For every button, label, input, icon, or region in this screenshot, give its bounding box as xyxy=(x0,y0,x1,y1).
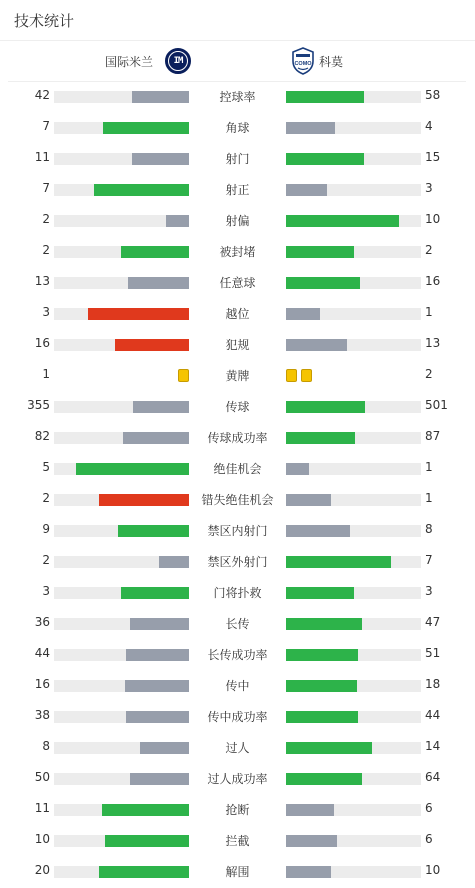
away-bar-fill xyxy=(286,804,334,816)
stat-row xyxy=(0,423,475,454)
stat-label: 射偏 xyxy=(225,214,250,228)
away-stat-value: 44 xyxy=(425,708,441,722)
stat-row xyxy=(0,206,475,237)
away-stat-value: 14 xyxy=(425,739,441,753)
away-stat-value: 18 xyxy=(425,677,441,691)
stats-header xyxy=(0,0,475,41)
home-bar-track xyxy=(54,184,189,196)
stat-label: 长传 xyxy=(225,617,250,631)
home-stat-value: 82 xyxy=(34,429,50,443)
away-bar-fill xyxy=(286,308,320,320)
stat-row xyxy=(0,516,475,547)
home-bar-track xyxy=(54,432,189,444)
away-bar-fill xyxy=(286,122,335,134)
stat-label: 越位 xyxy=(225,307,250,321)
home-bar-track xyxy=(54,618,189,630)
away-bar-fill xyxy=(286,711,358,723)
stat-row xyxy=(0,485,475,516)
home-bar-track xyxy=(54,122,189,134)
home-bar-fill xyxy=(121,587,189,599)
stat-label: 被封堵 xyxy=(219,245,256,259)
away-yellow-cards xyxy=(286,369,312,382)
stat-row xyxy=(0,268,475,299)
away-stat-value: 64 xyxy=(425,770,441,784)
away-stat-value: 8 xyxy=(425,522,433,536)
away-bar-track xyxy=(286,215,421,227)
stat-label: 犯规 xyxy=(225,338,250,352)
stat-row xyxy=(0,702,475,733)
stat-label: 控球率 xyxy=(219,90,256,104)
away-bar-fill xyxy=(286,277,360,289)
home-bar-track xyxy=(54,339,189,351)
away-bar-track xyxy=(286,835,421,847)
stat-row xyxy=(0,609,475,640)
stat-label: 拦截 xyxy=(225,834,250,848)
stat-row xyxy=(0,857,475,888)
away-bar-track xyxy=(286,804,421,816)
away-bar-track xyxy=(286,525,421,537)
home-bar-fill xyxy=(94,184,189,196)
home-bar-fill xyxy=(133,401,189,413)
away-bar-fill xyxy=(286,153,364,165)
away-bar-track xyxy=(286,680,421,692)
home-bar-track xyxy=(54,494,189,506)
stat-label: 传球成功率 xyxy=(207,431,268,445)
away-stat-value: 10 xyxy=(425,212,441,226)
away-bar-track xyxy=(286,122,421,134)
home-bar-fill xyxy=(130,773,189,785)
away-bar-fill xyxy=(286,680,357,692)
home-bar-fill xyxy=(88,308,189,320)
away-bar-track xyxy=(286,91,421,103)
away-stat-value: 2 xyxy=(425,243,433,257)
home-bar-track xyxy=(54,711,189,723)
home-logo-text: IM xyxy=(168,51,188,71)
stat-row xyxy=(0,299,475,330)
away-bar-track xyxy=(286,153,421,165)
away-stat-value: 3 xyxy=(425,181,433,195)
away-stat-value: 2 xyxy=(425,367,433,381)
home-bar-track xyxy=(54,308,189,320)
away-stat-value: 51 xyxy=(425,646,441,660)
stat-row xyxy=(0,795,475,826)
home-bar-fill xyxy=(130,618,189,630)
stat-label: 解围 xyxy=(225,865,250,879)
yellow-card-icon xyxy=(178,369,189,382)
home-bar-fill xyxy=(123,432,189,444)
stat-row xyxy=(0,144,475,175)
stat-label: 抢断 xyxy=(225,803,250,817)
home-bar-track xyxy=(54,835,189,847)
home-bar-track xyxy=(54,680,189,692)
stat-row xyxy=(0,330,475,361)
home-bar-fill xyxy=(118,525,189,537)
away-bar-fill xyxy=(286,742,372,754)
home-bar-track xyxy=(54,401,189,413)
home-bar-fill xyxy=(132,91,189,103)
away-stat-value: 1 xyxy=(425,305,433,319)
stat-row xyxy=(0,454,475,485)
stat-row xyxy=(0,733,475,764)
stat-label: 传中成功率 xyxy=(207,710,268,724)
home-bar-fill xyxy=(99,866,189,878)
home-bar-track xyxy=(54,91,189,103)
home-stat-value: 2 xyxy=(42,553,50,567)
stat-row xyxy=(0,826,475,857)
away-bar-track xyxy=(286,618,421,630)
home-team-name: 国际米兰 xyxy=(104,55,153,69)
away-bar-track xyxy=(286,742,421,754)
home-stat-value: 11 xyxy=(34,801,50,815)
stat-label: 黄牌 xyxy=(225,369,250,383)
away-bar-fill xyxy=(286,649,358,661)
home-bar-fill xyxy=(132,153,189,165)
home-stat-value: 5 xyxy=(42,460,50,474)
home-stat-value: 44 xyxy=(34,646,50,660)
stat-label: 门将扑救 xyxy=(213,586,262,600)
away-stat-value: 6 xyxy=(425,801,433,815)
away-stat-value: 13 xyxy=(425,336,441,350)
away-stat-value: 87 xyxy=(425,429,441,443)
away-bar-track xyxy=(286,463,421,475)
como-logo-icon xyxy=(291,47,315,75)
home-bar-track xyxy=(54,866,189,878)
home-bar-fill xyxy=(166,215,189,227)
stat-label: 绝佳机会 xyxy=(213,462,262,476)
home-bar-track xyxy=(54,649,189,661)
away-bar-track xyxy=(286,649,421,661)
away-stat-value: 58 xyxy=(425,88,441,102)
away-logo-text: COMO xyxy=(294,61,312,67)
away-stat-value: 47 xyxy=(425,615,441,629)
home-stat-value: 16 xyxy=(34,336,50,350)
home-bar-track xyxy=(54,246,189,258)
away-bar-track xyxy=(286,556,421,568)
yellow-card-icon xyxy=(286,369,297,382)
stat-row xyxy=(0,392,475,423)
home-bar-fill xyxy=(126,649,189,661)
away-bar-fill xyxy=(286,91,364,103)
home-stat-value: 7 xyxy=(42,119,50,133)
home-stat-value: 8 xyxy=(42,739,50,753)
stat-row xyxy=(0,237,475,268)
home-stat-value: 42 xyxy=(34,88,50,102)
away-bar-fill xyxy=(286,432,355,444)
home-stat-value: 36 xyxy=(34,615,50,629)
home-bar-fill xyxy=(76,463,189,475)
home-stat-value: 3 xyxy=(42,305,50,319)
stat-row xyxy=(0,578,475,609)
away-bar-track xyxy=(286,246,421,258)
stats-list xyxy=(0,82,475,888)
away-bar-track xyxy=(286,432,421,444)
stat-label: 射门 xyxy=(225,152,250,166)
stat-row xyxy=(0,764,475,795)
home-stat-value: 2 xyxy=(42,491,50,505)
away-bar-fill xyxy=(286,215,399,227)
stat-label: 长传成功率 xyxy=(207,648,268,662)
stat-label: 任意球 xyxy=(219,276,256,290)
stat-label: 过人成功率 xyxy=(207,772,268,786)
away-bar-track xyxy=(286,587,421,599)
stat-label: 错失绝佳机会 xyxy=(201,493,274,507)
home-stat-value: 10 xyxy=(34,832,50,846)
home-bar-fill xyxy=(125,680,189,692)
away-stat-value: 1 xyxy=(425,460,433,474)
away-bar-fill xyxy=(286,835,337,847)
home-bar-track xyxy=(54,773,189,785)
home-stat-value: 13 xyxy=(34,274,50,288)
away-bar-fill xyxy=(286,525,350,537)
away-stat-value: 3 xyxy=(425,584,433,598)
stat-row xyxy=(0,671,475,702)
stat-label: 过人 xyxy=(225,741,250,755)
home-bar-track xyxy=(54,153,189,165)
away-bar-track xyxy=(286,277,421,289)
teams-bar xyxy=(8,42,466,82)
away-bar-fill xyxy=(286,556,391,568)
home-bar-fill xyxy=(140,742,189,754)
home-bar-fill xyxy=(105,835,189,847)
away-bar-track xyxy=(286,773,421,785)
home-bar-fill xyxy=(159,556,189,568)
stat-row xyxy=(0,113,475,144)
home-stat-value: 11 xyxy=(34,150,50,164)
stat-row xyxy=(0,547,475,578)
home-stat-value: 16 xyxy=(34,677,50,691)
home-bar-track xyxy=(54,742,189,754)
away-bar-track xyxy=(286,494,421,506)
stat-label: 传球 xyxy=(225,400,250,414)
away-stat-value: 15 xyxy=(425,150,441,164)
home-bar-fill xyxy=(128,277,189,289)
stat-label: 传中 xyxy=(225,679,250,693)
away-bar-fill xyxy=(286,773,362,785)
home-stat-value: 38 xyxy=(34,708,50,722)
home-bar-track xyxy=(54,463,189,475)
stat-label: 角球 xyxy=(225,121,250,135)
page-title: 技术统计 xyxy=(14,12,75,30)
yellow-card-icon xyxy=(301,369,312,382)
away-stat-value: 4 xyxy=(425,119,433,133)
home-bar-fill xyxy=(103,122,189,134)
away-bar-fill xyxy=(286,463,309,475)
home-bar-fill xyxy=(102,804,189,816)
stat-row xyxy=(0,82,475,113)
inter-milan-logo-icon xyxy=(165,48,191,74)
home-stat-value: 20 xyxy=(34,863,50,877)
away-bar-fill xyxy=(286,246,354,258)
away-stat-value: 501 xyxy=(425,398,448,412)
home-bar-fill xyxy=(99,494,189,506)
away-bar-track xyxy=(286,184,421,196)
home-yellow-cards xyxy=(178,369,189,382)
away-stat-value: 1 xyxy=(425,491,433,505)
away-bar-fill xyxy=(286,587,354,599)
home-stat-value: 1 xyxy=(42,367,50,381)
away-bar-track xyxy=(286,401,421,413)
home-bar-track xyxy=(54,804,189,816)
home-stat-value: 50 xyxy=(34,770,50,784)
away-bar-fill xyxy=(286,184,327,196)
home-stat-value: 355 xyxy=(27,398,50,412)
stat-label: 射正 xyxy=(225,183,250,197)
away-stat-value: 6 xyxy=(425,832,433,846)
away-bar-track xyxy=(286,711,421,723)
home-stat-value: 3 xyxy=(42,584,50,598)
home-bar-track xyxy=(54,277,189,289)
home-bar-track xyxy=(54,587,189,599)
away-stat-value: 10 xyxy=(425,863,441,877)
stat-label: 禁区外射门 xyxy=(207,555,268,569)
stat-row xyxy=(0,361,475,392)
stat-row xyxy=(0,640,475,671)
away-bar-fill xyxy=(286,494,331,506)
stat-label: 禁区内射门 xyxy=(207,524,268,538)
stat-row xyxy=(0,175,475,206)
away-bar-track xyxy=(286,339,421,351)
away-bar-track xyxy=(286,866,421,878)
away-bar-fill xyxy=(286,866,331,878)
away-team-name: 科莫 xyxy=(319,55,344,69)
home-stat-value: 9 xyxy=(42,522,50,536)
home-stat-value: 2 xyxy=(42,212,50,226)
home-bar-fill xyxy=(126,711,189,723)
away-bar-fill xyxy=(286,401,365,413)
home-bar-track xyxy=(54,215,189,227)
home-stat-value: 2 xyxy=(42,243,50,257)
home-stat-value: 7 xyxy=(42,181,50,195)
away-bar-fill xyxy=(286,618,362,630)
home-bar-track xyxy=(54,525,189,537)
home-bar-track xyxy=(54,556,189,568)
away-stat-value: 16 xyxy=(425,274,441,288)
away-bar-track xyxy=(286,308,421,320)
home-bar-fill xyxy=(121,246,189,258)
away-stat-value: 7 xyxy=(425,553,433,567)
home-bar-fill xyxy=(115,339,189,351)
away-bar-fill xyxy=(286,339,347,351)
